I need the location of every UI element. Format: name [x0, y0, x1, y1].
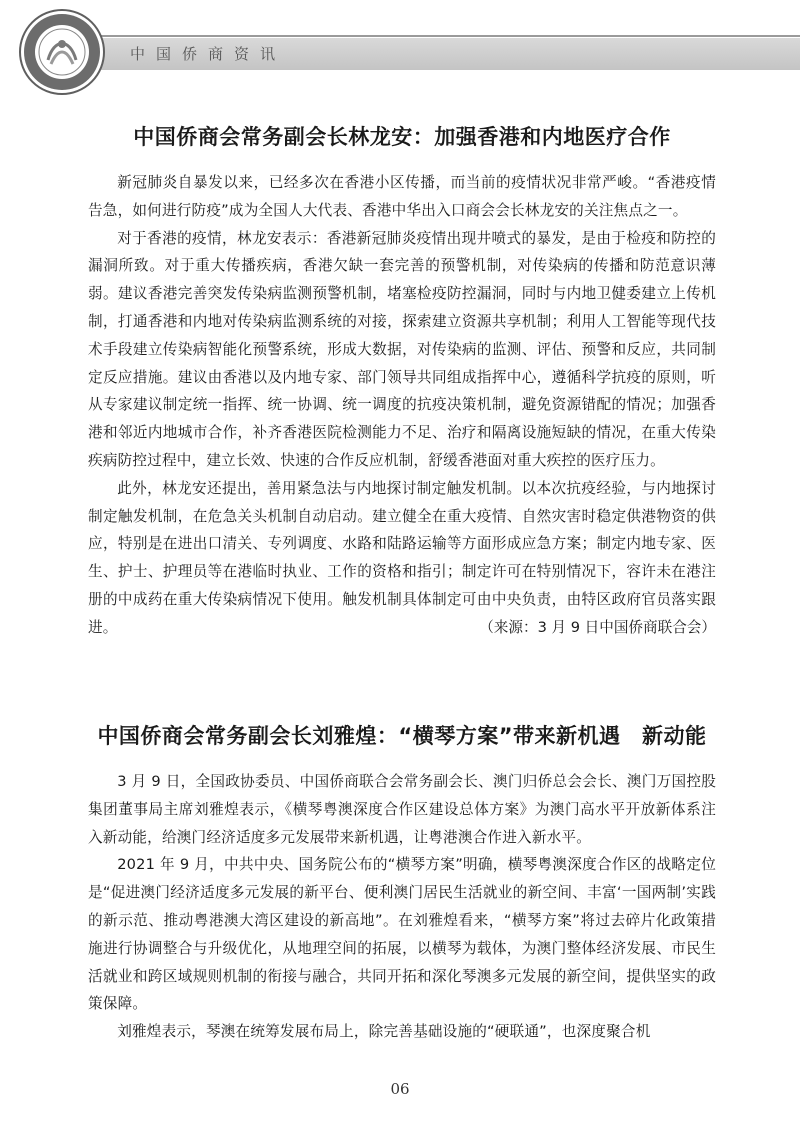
article-title: 中国侨商会常务副会长林龙安：加强香港和内地医疗合作: [133, 125, 671, 149]
article-paragraph: 此外，林龙安还提出，善用紧急法与内地探讨制定触发机制。以本次抗疫经验，与内地探讨制定触发机制，在危急关头机制自动启动。建立健全在重大疫情、自然灾害时稳定供港物资的供应，特别是在进出口清关、专列调度、水路和陆路运输等方面形成应急方案；制定内地专家、医生、护士、护理员等在港临时执业、工作的资格和指引；制定许可在特别情况下，容许未在港注册的中成药在重大传染病情况下使用。触发机制具体制定可由中央负责，由特区政府官员落实跟进。: [88, 479, 716, 636]
article-liu-yahuang: [88, 721, 716, 1046]
article-paragraph: 刘雅煌表示，琴澳在统筹发展布局上，除完善基础设施的“硬联通”，也深度聚合机: [117, 1023, 651, 1041]
organization-logo: [18, 8, 106, 96]
page-header: [0, 0, 800, 90]
article-paragraph: 3 月 9 日，全国政协委员、中国侨商联合会常务副会长、澳门归侨总会会长、澳门万国控股集团董事局主席刘雅煌表示，《横琴粤澳深度合作区建设总体方案》为澳门高水平开放新体系注入新动能，给澳门经济适度多元发展带来新机遇，让粤港澳合作进入新水平。: [88, 773, 716, 846]
article-paragraph: 2021 年 9 月，中共中央、国务院公布的“横琴方案”明确，横琴粤澳深度合作区的战略定位是“促进澳门经济适度多元发展的新平台、便利澳门居民生活就业的新空间、丰富‘一国两制’实践的新示范、推动粤港澳大湾区建设的新高地”。在刘雅煌看来，“横琴方案”将过去碎片化政策措施进行协调整合与升级优化，从地理空间的拓展，以横琴为载体，为澳门整体经济发展、市民生活就业和跨区域规则机制的衔接与融合，共同开拓和深化琴澳多元发展的新空间，提供坚实的政策保障。: [88, 856, 716, 1013]
article-source: （来源：3 月 9 日中国侨商联合会）: [479, 618, 716, 636]
header-rule: [70, 35, 800, 37]
article-paragraph: 新冠肺炎自暴发以来，已经多次在香港小区传播，而当前的疫情状况非常严峻。“香港疫情告急，如何进行防疫”成为全国人大代表、香港中华出入口商会会长林龙安的关注焦点之一。: [88, 174, 716, 219]
article-lin-longan: [88, 122, 716, 642]
section-title: 中国侨商资讯: [130, 45, 287, 63]
page-number: 06: [390, 1080, 410, 1098]
article-title: 中国侨商会常务副会长刘雅煌：“横琴方案”带来新机遇 新动能: [97, 724, 707, 748]
article-paragraph: 对于香港的疫情，林龙安表示：香港新冠肺炎疫情出现井喷式的暴发，是由于检疫和防控的漏洞所致。对于重大传播疾病，香港欠缺一套完善的预警机制，对传染病的传播和防范意识薄弱。建议香港完善突发传染病监测预警机制，堵塞检疫防控漏洞，同时与内地卫健委建立上传机制，打通香港和内地对传染病监测系统的对接，探索建立资源共享机制；利用人工智能等现代技术手段建立传染病智能化预警系统，形成大数据，对传染病的监测、评估、预警和反应，共同制定反应措施。建议由香港以及内地专家、部门领导共同组成指挥中心，遵循科学抗疫的原则，听从专家建议制定统一指挥、统一协调、统一调度的抗疫决策机制，避免资源错配的情况；加强香港和邻近内地城市合作，补齐香港医院检测能力不足、治疗和隔离设施短缺的情况，在重大传染疾病防控过程中，建立长效、快速的合作反应机制，舒缓香港面对重大疾控的医疗压力。: [88, 229, 716, 469]
